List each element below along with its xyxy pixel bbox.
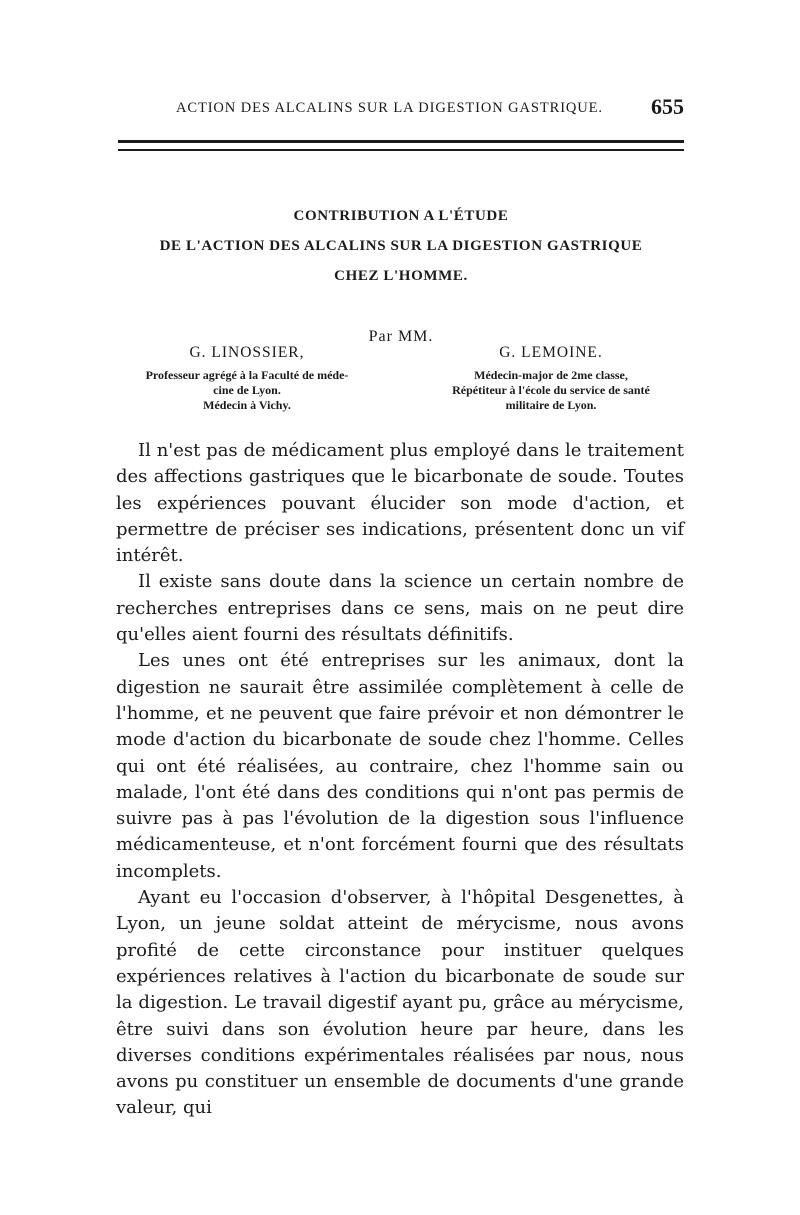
- author-affiliation: Professeur agrégé à la Faculté de méde-: [145, 368, 349, 382]
- article-title-line-1: CONTRIBUTION A L'ÉTUDE: [293, 208, 509, 224]
- article-title-line-3: CHEZ L'HOMME.: [334, 268, 468, 284]
- paragraph: Il n'est pas de médicament plus employé dans le traitement des affections gastriques que le bicarbonate de soude. Toutes les expériences pouvant élucider son mode d'action, et permettre de préciser ses indications, présentent donc un vif intérêt.: [116, 440, 684, 567]
- byline: Par MM.: [368, 328, 434, 345]
- running-head: [118, 96, 684, 126]
- body-text: [116, 438, 684, 1122]
- paragraph: Ayant eu l'occasion d'observer, à l'hôpital Desgenettes, à Lyon, un jeune soldat atteint de mérycisme, nous avons profité de cette circonstance pour instituer quelques expériences relatives à l'action du bicarbonate de soude sur la digestion. Le travail digestif ayant pu, grâce au mérycisme, être suivi dans son évolution heure par heure, dans les diverses conditions expérimentales réalisées par nous, nous avons pu constituer un ensemble de documents d'une grande valeur, qui: [116, 887, 684, 1119]
- author-affiliation: militaire de Lyon.: [505, 398, 597, 412]
- paragraph: Les unes ont été entreprises sur les animaux, dont la digestion ne saurait être assimilée complètement à celle de l'homme, et ne peuvent que faire prévoir et non démontrer le mode d'action du bicarbonate de soude chez l'homme. Celles qui ont été réalisées, au contraire, chez l'homme sain ou malade, l'ont été dans des conditions qui n'ont pas permis de suivre pas à pas l'évolution de la digestion sous l'influence médicamenteuse, et n'ont forcément fourni que des résultats incomplets.: [116, 650, 684, 882]
- header-rule-thick: [118, 140, 684, 143]
- header-rule-thin: [118, 149, 684, 151]
- author-name: G. LINOSSIER,: [189, 344, 305, 361]
- paragraph: Il existe sans doute dans la science un certain nombre de recherches entreprises dans ce sens, mais on ne peut dire qu'elles aient fourni des résultats définitifs.: [116, 571, 684, 646]
- article-title-line-2: DE L'ACTION DES ALCALINS SUR LA DIGESTION GASTRIQUE: [159, 238, 643, 254]
- author-affiliation: Médecin-major de 2me classe,: [474, 368, 628, 382]
- author-name: G. LEMOINE.: [499, 344, 603, 361]
- page-number: 655: [651, 94, 684, 119]
- author-affiliation: Médecin à Vichy.: [203, 398, 291, 412]
- running-title: ACTION DES ALCALINS SUR LA DIGESTION GASTRIQUE.: [176, 100, 603, 116]
- author-affiliation: cine de Lyon.: [213, 383, 281, 397]
- author-affiliation: Répétiteur à l'école du service de santé: [452, 383, 650, 397]
